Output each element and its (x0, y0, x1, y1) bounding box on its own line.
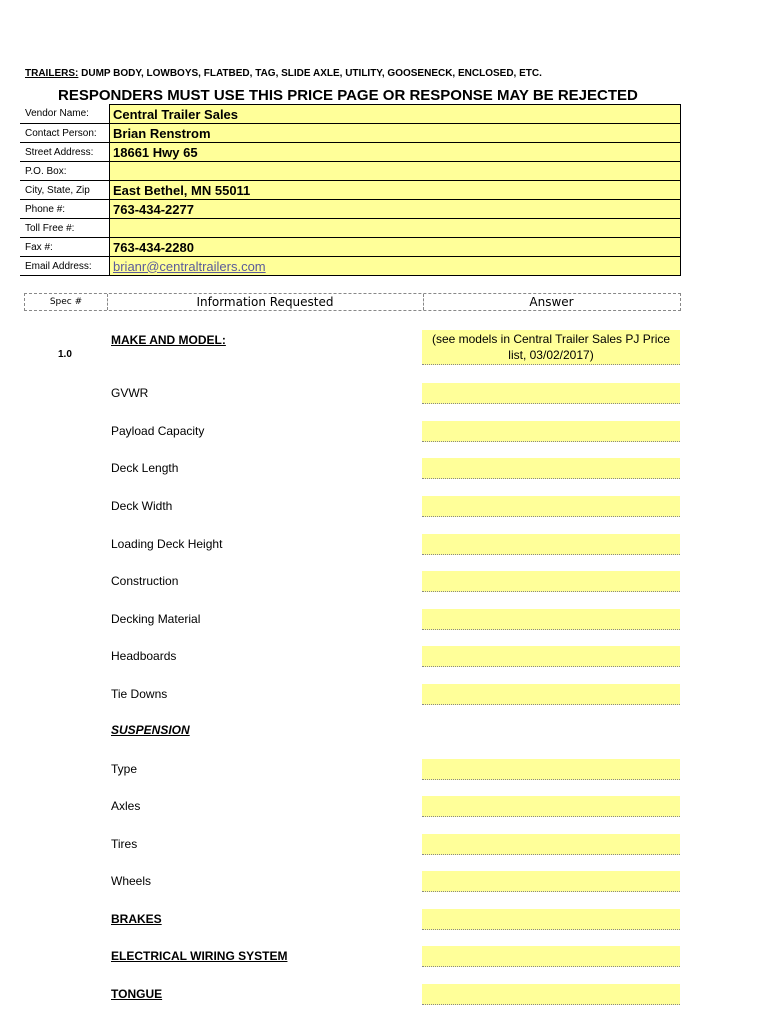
item-tires: Tires (111, 837, 138, 851)
item-make-model: MAKE AND MODEL: (111, 333, 226, 347)
phone-label: Phone #: (20, 200, 110, 219)
vendor-row-fax (20, 238, 681, 257)
item-payload-capacity: Payload Capacity (111, 424, 205, 438)
item-suspension-heading: SUSPENSION (111, 723, 190, 737)
answer-tongue[interactable] (422, 984, 680, 1005)
answer-suspension-type[interactable] (422, 759, 680, 780)
answer-brakes[interactable] (422, 909, 680, 930)
spec-column-header: Spec # (25, 294, 108, 310)
answer-construction[interactable] (422, 571, 680, 592)
street-address-field[interactable]: 18661 Hwy 65 (110, 143, 681, 162)
vendor-row-name (20, 105, 681, 124)
item-deck-length: Deck Length (111, 461, 179, 475)
answer-deck-length[interactable] (422, 458, 680, 479)
item-electrical-wiring: ELECTRICAL WIRING SYSTEM (111, 949, 288, 963)
toll-free-label: Toll Free #: (20, 219, 110, 238)
fax-label: Fax #: (20, 238, 110, 257)
po-box-field[interactable] (110, 162, 681, 181)
item-axles: Axles (111, 799, 141, 813)
po-box-label: P.O. Box: (20, 162, 110, 181)
info-column-header: Information Requested (107, 294, 424, 310)
item-brakes: BRAKES (111, 912, 162, 926)
answer-decking-material[interactable] (422, 609, 680, 630)
email-label: Email Address: (20, 257, 110, 276)
trailers-line (25, 68, 542, 79)
make-model-answer-text: (see models in Central Trailer Sales PJ Price list, 03/02/2017) (431, 332, 671, 362)
city-state-zip-label: City, State, Zip (20, 181, 110, 200)
answer-electrical-wiring[interactable] (422, 946, 680, 967)
vendor-row-contact (20, 124, 681, 143)
item-tongue: TONGUE (111, 987, 163, 1001)
item-loading-deck-height: Loading Deck Height (111, 537, 223, 551)
vendor-row-street (20, 143, 681, 162)
item-wheels: Wheels (111, 874, 152, 888)
vendor-name-field[interactable]: Central Trailer Sales (110, 105, 681, 124)
vendor-row-tollfree (20, 219, 681, 238)
city-state-zip-field[interactable]: East Bethel, MN 55011 (110, 181, 681, 200)
vendor-row-city (20, 181, 681, 200)
spec-number: 1.0 (58, 349, 72, 360)
item-deck-width: Deck Width (111, 499, 173, 513)
trailers-list: DUMP BODY, LOWBOYS, FLATBED, TAG, SLIDE AXLE, UTILITY, GOOSENECK, ENCLOSED, ETC. (78, 68, 542, 79)
vendor-name-label: Vendor Name: (20, 105, 110, 124)
street-address-label: Street Address: (20, 143, 110, 162)
answer-loading-deck-height[interactable] (422, 534, 680, 555)
contact-person-field[interactable]: Brian Renstrom (110, 124, 681, 143)
item-construction: Construction (111, 574, 179, 588)
answer-tie-downs[interactable] (422, 684, 680, 705)
item-suspension-type: Type (111, 762, 138, 776)
email-link[interactable]: brianr@centraltrailers.com (110, 257, 681, 276)
answer-column-header: Answer (529, 295, 574, 309)
answer-payload-capacity[interactable] (422, 421, 680, 442)
vendor-row-phone (20, 200, 681, 219)
contact-person-label: Contact Person: (20, 124, 110, 143)
vendor-row-pobox (20, 162, 681, 181)
trailers-label: TRAILERS: (25, 68, 79, 79)
fax-field[interactable]: 763-434-2280 (110, 238, 681, 257)
answer-tires[interactable] (422, 834, 680, 855)
answer-gvwr[interactable] (422, 383, 680, 404)
answer-deck-width[interactable] (422, 496, 680, 517)
answer-axles[interactable] (422, 796, 680, 817)
phone-field[interactable]: 763-434-2277 (110, 200, 681, 219)
answer-headboards[interactable] (422, 646, 680, 667)
vendor-info-table (20, 104, 681, 276)
item-gvwr: GVWR (111, 386, 149, 400)
item-tie-downs: Tie Downs (111, 687, 168, 701)
spec-table-header (24, 293, 681, 311)
answer-wheels[interactable] (422, 871, 680, 892)
item-decking-material: Decking Material (111, 612, 201, 626)
item-headboards: Headboards (111, 649, 177, 663)
toll-free-field[interactable] (110, 219, 681, 238)
vendor-row-email (20, 257, 681, 276)
page-title: RESPONDERS MUST USE THIS PRICE PAGE OR RESPONSE MAY BE REJECTED (58, 87, 638, 104)
